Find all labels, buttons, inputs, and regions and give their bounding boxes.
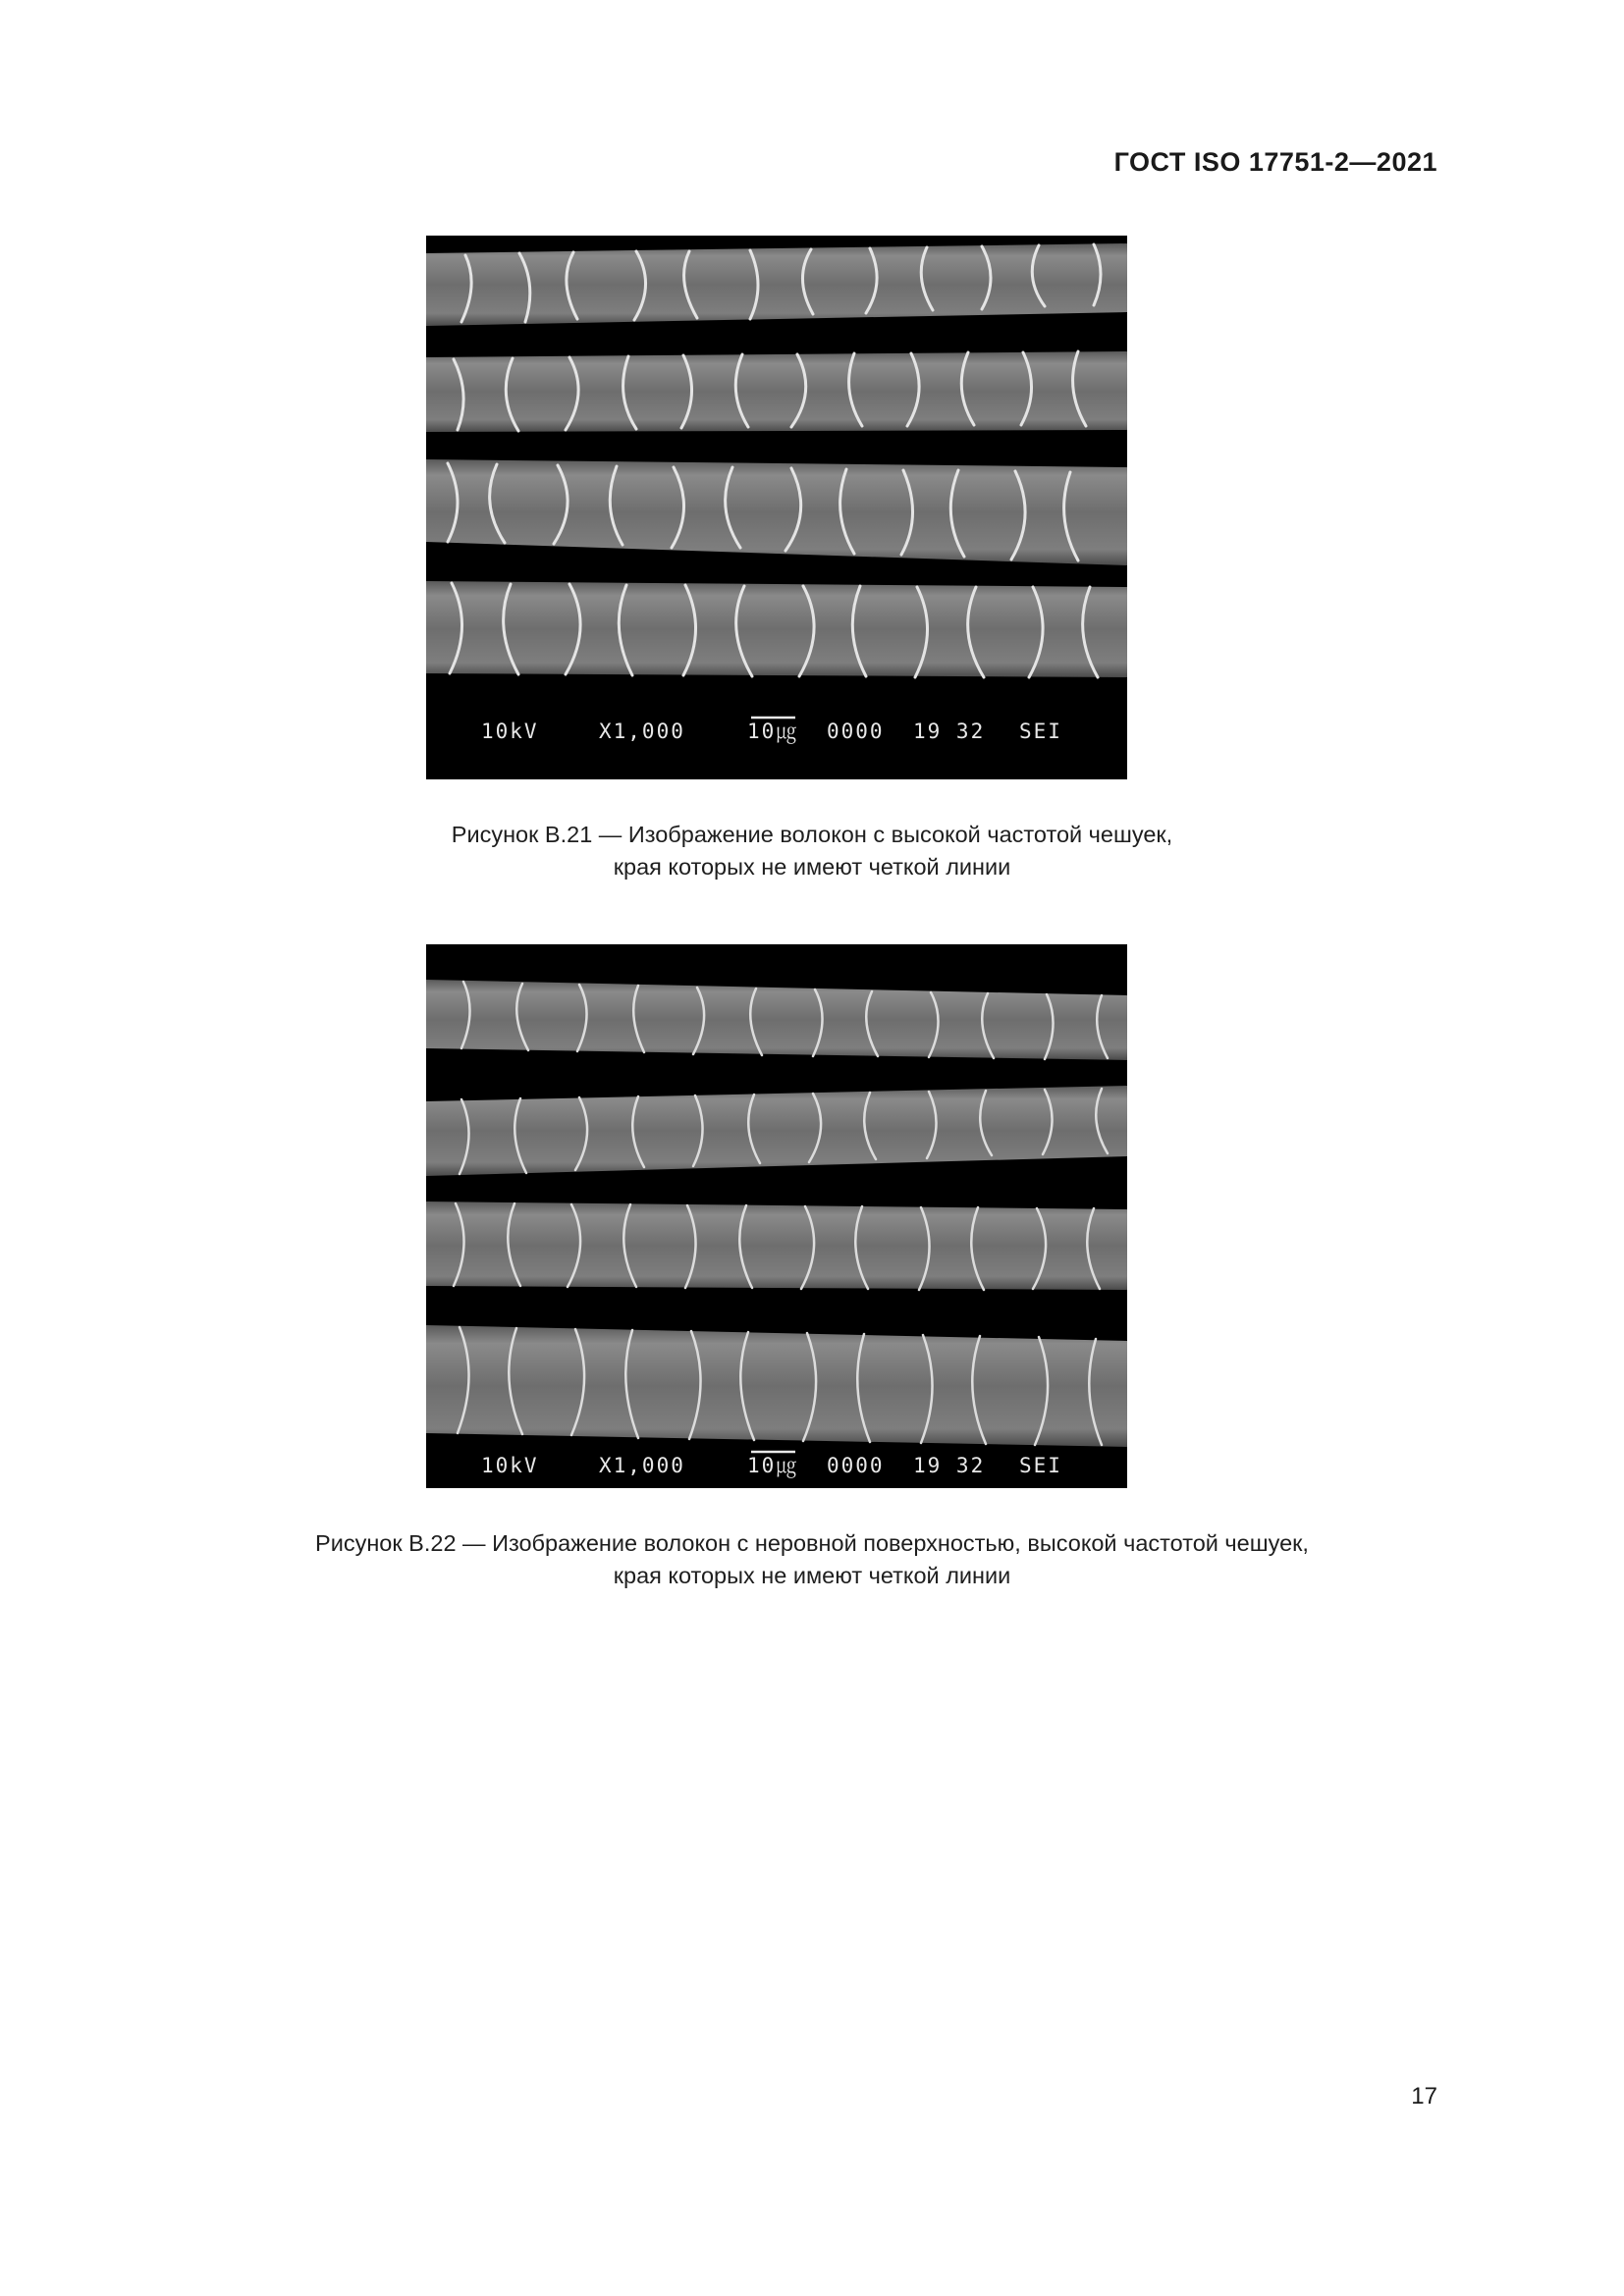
document-code-header: ГОСТ ISO 17751-2—2021 <box>1113 147 1437 177</box>
sem-code-label: 19 32 <box>913 1454 986 1477</box>
sem-scale-bar-label: 10㎍ <box>747 1454 799 1477</box>
fibers-group <box>426 243 1127 677</box>
caption-line: края которых не имеют четкой линии <box>613 854 1011 880</box>
figure-b22-caption <box>0 1527 1624 1592</box>
sem-voltage-label: 10kV <box>481 1454 539 1477</box>
sem-magnification-label: X1,000 <box>599 720 685 743</box>
fiber-2 <box>426 351 1127 432</box>
sem-scale-bar-label: 10㎍ <box>747 720 799 743</box>
sem-frame-label: 0000 <box>827 720 885 743</box>
caption-line: Рисунок В.22 — Изображение волокон с неровной поверхностью, высокой частотой чешуек, <box>315 1530 1309 1556</box>
sem-micrograph-figure-b22 <box>426 944 1127 1488</box>
fiber-4 <box>426 581 1127 677</box>
fiber-1 <box>426 243 1127 326</box>
sem-detector-label: SEI <box>1019 1454 1062 1477</box>
sem-micrograph-figure-b21 <box>426 236 1127 779</box>
caption-line: края которых не имеют четкой линии <box>613 1563 1011 1588</box>
fibers-group <box>426 980 1127 1447</box>
sem-voltage-label: 10kV <box>481 720 539 743</box>
fiber-4 <box>426 1325 1127 1447</box>
figure-b21-caption <box>0 819 1624 883</box>
sem-code-label: 19 32 <box>913 720 986 743</box>
sem-magnification-label: X1,000 <box>599 1454 685 1477</box>
caption-line: Рисунок В.21 — Изображение волокон с высокой частотой чешуек, <box>451 822 1173 847</box>
sem-micrograph-image <box>426 236 1127 779</box>
page-number: 17 <box>1411 2083 1437 2109</box>
sem-micrograph-image <box>426 944 1127 1488</box>
sem-detector-label: SEI <box>1019 720 1062 743</box>
fiber-3 <box>426 459 1127 565</box>
fiber-3 <box>426 1201 1127 1290</box>
sem-frame-label: 0000 <box>827 1454 885 1477</box>
fiber-2 <box>426 1086 1127 1176</box>
fiber-1 <box>426 980 1127 1060</box>
